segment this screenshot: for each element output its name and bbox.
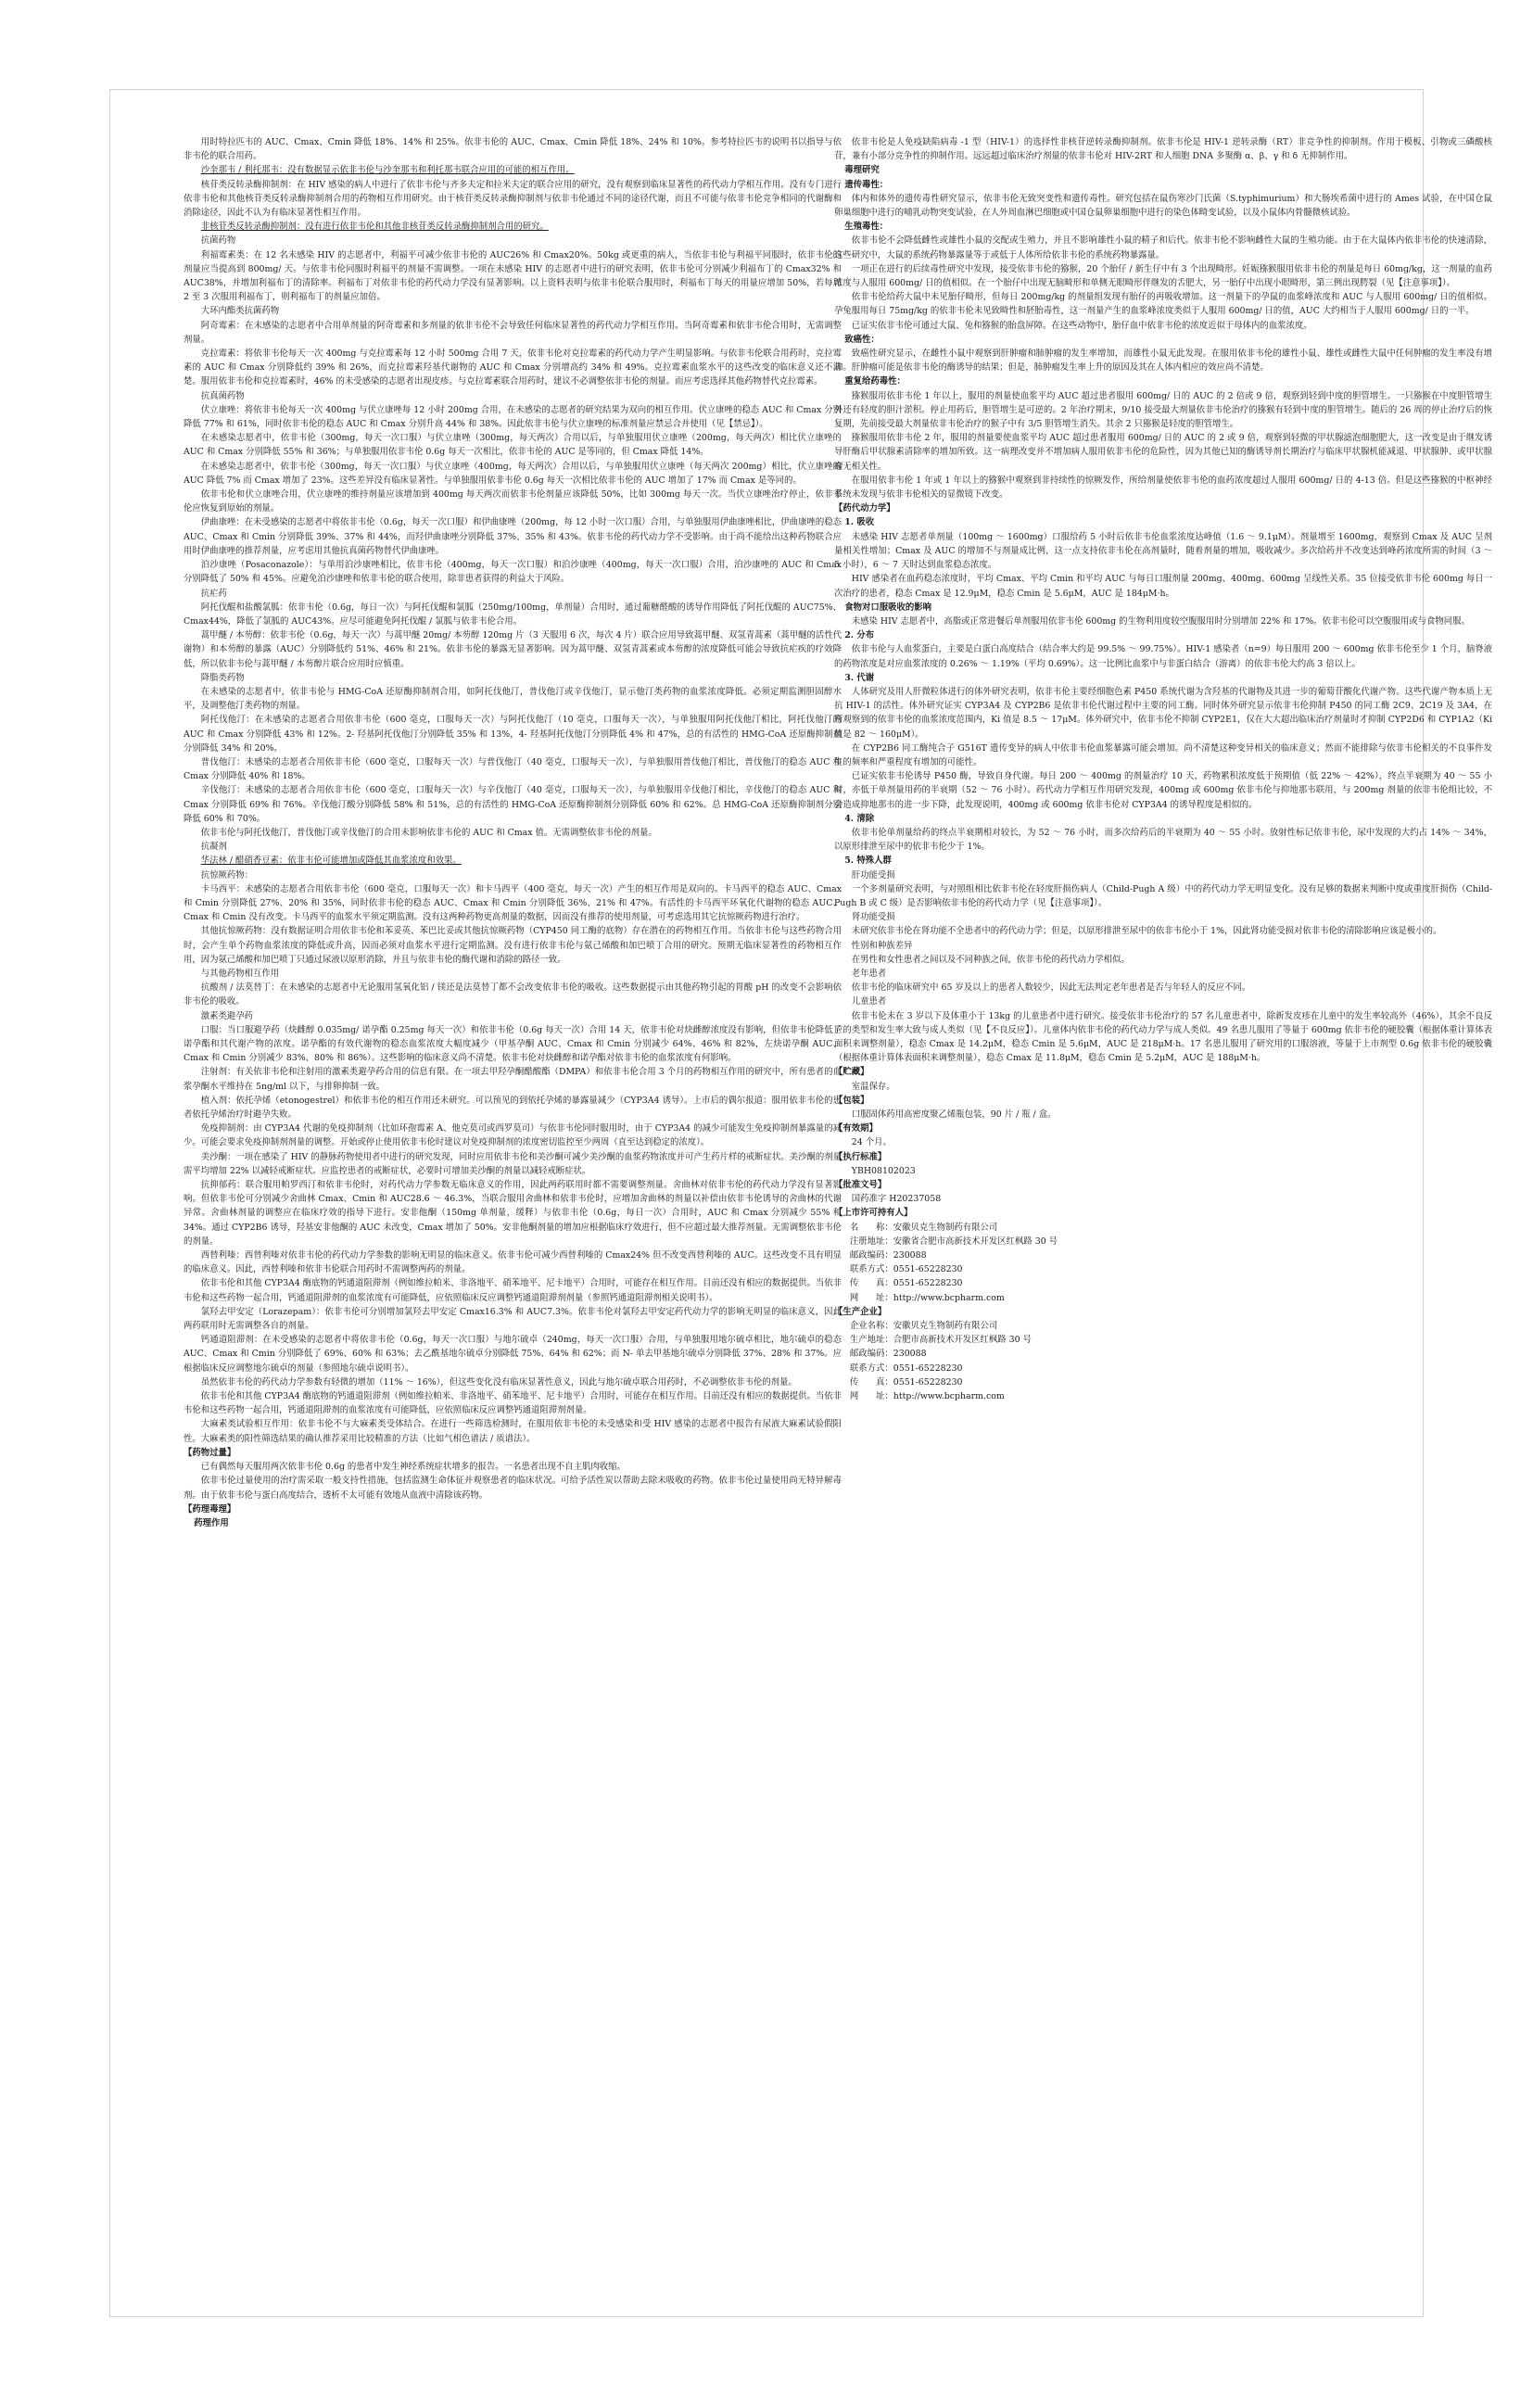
- info-field: 联系方式：0551-65228230: [849, 1264, 963, 1275]
- paragraph: 在未感染志愿者中，依非韦伦（300mg，每天一次口服）与伏立康唑（300mg，每天两次）合用以后，与单独服用伏立康唑（200mg，每天两次）相比伏立康唑的 AUC 和 Cmax 分别降低 55% 和 36%；与单独服用依非韦伦 0.6g 每天一次相比，依非韦伦的 AUC 是等同的，但 Cmax 降低 14%。: [184, 433, 842, 458]
- left-column: [184, 135, 842, 2193]
- subheading: 肝功能受损: [851, 869, 895, 881]
- subsection-heading: 3. 代谢: [844, 672, 875, 683]
- paragraph: 泊沙康唑（Posaconazole）：与单用泊沙康唑相比，依非韦伦（400mg，每天一次口服）和泊沙康唑（400mg，每天一次口服）合用，泊沙康唑的 AUC 和 Cmax 分别降低了 50% 和 45%。应避免泊沙康唑和依非韦伦的联合使用，除非患者获得的利益大于风险。: [184, 560, 842, 585]
- paragraph: 卡马西平：未感染的志愿者合用依非韦伦（600 毫克，口服每天一次）和卡马西平（400 毫克，每天一次）产生的相互作用是双向的。卡马西平的稳态 AUC、Cmax 和 Cmin 分别降低 27%、20% 和 35%，同时依非韦伦的稳态 AUC、Cmax 和 Cmin 分别降低 36%、21% 和 47%。有活性的卡马西平环氧化代谢物的稳态 AUC、Cmax 和 Cmin 没有改变。卡马西平的血浆水平须定期监测。没有这两种药物更高剂量的数据，因而没有推荐的使用剂量，可考虑选用其它抗惊厥药物进行治疗。: [184, 883, 842, 923]
- subheading: 激素类避孕药: [200, 1010, 254, 1021]
- info-field: 企业名称：安徽贝克生物制药有限公司: [849, 1321, 998, 1332]
- paragraph: 抗抑郁药：联合服用帕罗西汀和依非韦伦时，对药代动力学参数无临床意义的作用，因此两药联用时都不需要调整剂量。舍曲林对依非韦伦的药代动力学没有显著影响。但依非韦伦可分别减少舍曲林 Cmax、Cmin 和 AUC28.6 ～ 46.3%，当联合服用舍曲林和依非韦伦时，应增加舍曲林的剂量以补偿由依非韦伦诱导的舍曲林的代谢异常。舍曲林剂量的调整应在临床疗效的指导下进行。安非他酮（150mg 单剂量，缓释）与依非韦伦（0.6g，每日一次）合用时，AUC 和 Cmax 分别减少 55% 和 34%。通过 CYP2B6 诱导，羟基安非他酮的 AUC 未改变，Cmax 增加了 50%。安非他酮剂量的增加应根据临床疗效进行，但不应超过最大推荐剂量。无需调整依非韦伦的剂量。: [184, 1180, 842, 1247]
- paragraph: 蒿甲醚 / 本芴醇：依非韦伦（0.6g，每天一次）与蒿甲醚 20mg/ 本芴醇 120mg 片（3 天服用 6 次，每次 4 片）联合应用导致蒿甲醚、双氢青蒿素（蒿甲醚的活性代谢物）和本芴醇的暴露（AUC）分别降低约 51%、46% 和 21%。依非韦伦的暴露无显著影响。因为蒿甲醚、双氢青蒿素或本芴醇的浓度降低可能会导致抗疟疾的疗效降低，所以依非韦伦与蒿甲醚 / 本芴醇片联合应用时应慎重。: [184, 630, 842, 669]
- subsection-heading: 5. 特殊人群: [844, 855, 892, 867]
- subsection-heading: 2. 分布: [844, 630, 875, 641]
- paragraph: 一项正在进行的后续毒性研究中发现，接受依非韦伦的猕猴，20 个胎仔 / 新生仔中有 3 个出现畸形。妊娠猕猴服用依非韦伦的剂量是每日 60mg/kg，这一剂量的血药浓度与人服用 600mg/ 日的值相似。在一个胎仔中出现无脑畸形和单侧无眼畸形伴继发的舌肥大，另一胎仔中出现小眼畸形，第三例出现腭裂（见【注意事项】）。: [834, 263, 1492, 289]
- paragraph: 人体研究及用人肝微粒体进行的体外研究表明，依非韦伦主要经细胞色素 P450 系统代谢为含羟基的代谢物及其进一步的葡萄苷酸化代谢产物。这些代谢产物本质上无抗 HIV-1 的活性。体外研究证实 CYP3A4 及 CYP2B6 是依非韦伦代谢过程中主要的同工酶。同时体外研究显示依非韦伦抑制 P450 的同工酶 2C9、2C19 及 3A4，在所观察到的依非韦伦的血浆浓度范围内，Ki 值是 8.5 ～ 17μM。体外研究中，依非韦伦不抑制 CYP2E1，仅在大大超出临床治疗剂量时才抑制 CYP2D6 和 CYP1A2（Ki 值是 82 ～ 160μM）。: [834, 686, 1492, 740]
- paragraph: 大麻素类试验相互作用：依非韦伦不与大麻素类受体结合。在进行一些筛选检测时，在服用依非韦伦的未受感染和受 HIV 感染的志愿者中报告有尿液大麻素试验假阳性。大麻素类的阳性筛选结果的确认推荐采用比较精准的方法（比如气相色谱法 / 质谱法）。: [184, 1419, 842, 1444]
- paragraph: 西替利嗪：西替利嗪对依非韦伦的药代动力学参数的影响无明显的临床意义。依非韦伦可减少西替利嗪的 Cmax24% 但不改变西替利嗪的 AUC。这些改变不具有明显的临床意义。因此，西替利嗪和依非韦伦联合用药时不需调整两药的剂量。: [184, 1250, 842, 1275]
- info-field: 生产地址：合肥市高新技术开发区红枫路 30 号: [849, 1335, 1032, 1346]
- paragraph: 依非韦伦未在 3 岁以下及体重小于 13kg 的儿童患者中进行研究。接受依非韦伦治疗的 57 名儿童患者中，除新发皮疹在儿童中的发生率较高外（46%），其余不良反应的类型和发生率大致与成人类似（见【不良反应】）。儿童体内依非韦伦的药代动力学与成人类似。49 名患儿服用了等量于 600mg 依非韦伦的硬胶囊（根据体重计算体表面积来调整剂量），稳态 Cmax 是 14.2μM，稳态 Cmin 是 5.6μM，AUC 是 218μM·h。17 名患儿服用了研究用的口服溶液，等量于上市剂型 0.6g 依非韦伦的硬胶囊（根据体重计算体表面积来调整剂量），稳态 Cmax 是 11.8μM，稳态 Cmin 是 5.2μM，AUC 是 188μM·h。: [834, 1010, 1492, 1064]
- info-field: 注册地址：安徽省合肥市高新技术开发区红枫路 30 号: [849, 1236, 1058, 1247]
- paragraph: 未感染 HIV 志愿者单剂量（100mg ～ 1600mg）口服给药 5 小时后依非韦伦血浆浓度达峰值（1.6 ～ 9.1μM）。剂量增至 1600mg，观察到 Cmax 及 AUC 呈剂量相关性增加；Cmax 及 AUC 的增加不与剂量成比例，这一点支持依非韦伦在高剂量时，随着剂量的增加，吸收减少。多次给药并不改变达到峰药浓度所需的时间（3 ～ 5 小时），6 ～ 7 天时达到血浆稳态浓度。: [834, 531, 1492, 571]
- paragraph: 依非韦伦的临床研究中 65 岁及以上的患者人数较少，因此无法判定老年患者是否与年轻人的反应不同。: [851, 982, 1251, 994]
- subheading: 抗凝剂: [200, 842, 227, 853]
- subheading: 肾功能受损: [851, 912, 895, 923]
- paragraph: 依非韦伦和其他 CYP3A4 酶底物的钙通道阻滞剂（例如维拉帕米、非洛地平、硝苯地平、尼卡地平）合用时，可能存在相互作用。目前还没有相应的数据提供。当依非韦伦和这些药物一起合用，钙通道阻滞剂的血浆浓度有可能降低，应依照临床反应调整钙通道阻滞剂剂量（参照钙通道阻滞剂相关说明书）。: [184, 1278, 842, 1303]
- paragraph: 在男性和女性患者之间以及不同种族之间，依非韦伦的药代动力学相似。: [851, 954, 1130, 965]
- section-heading: 【有效期】: [834, 1123, 878, 1134]
- subsection-heading: 食物对口服吸收的影响: [844, 602, 932, 613]
- paragraph: 猕猴服用依非韦伦 1 年以上，服用的剂量使血浆平均 AUC 超过患者服用 600mg/ 日的 AUC 的 2 倍或 9 倍，观察到轻到中度的胆管增生。一只猕猴在中度胆管增生外还有轻度的胆汁淤积。停止用药后，胆管增生是可逆的。2 年治疗期末，9/10 接受最大剂量依非韦伦治疗的猕猴有轻到中度的胆管增生。随后的 26 周的停止治疗后的恢复期，先前接受最大剂量依非韦伦治疗的猴子中有 3/5 胆管增生消失。其余 2 只猕猴是轻度的胆管增生。: [834, 390, 1492, 430]
- subsection-heading: 重复给药毒性：: [844, 376, 906, 387]
- subheading: 大环内酯类抗菌药物: [200, 306, 280, 317]
- paragraph: 虽然依非韦伦的药代动力学参数有轻微的增加（11% ～ 16%），但这些变化没有临床显著性意义，因此与地尔硫卓联合用药时，不必调整依非韦伦的剂量。: [200, 1376, 797, 1388]
- info-field: 联系方式：0551-65228230: [849, 1362, 963, 1374]
- paragraph: 在未感染的志愿者中，依非韦伦与 HMG-CoA 还原酶抑制剂合用，如阿托伐他汀，普伐他汀或辛伐他汀，显示他汀类药物的血浆浓度降低。必须定期监测胆固醇水平，及调整他汀类药物的剂量。: [184, 686, 842, 712]
- subheading: 性别和种族差异: [851, 940, 913, 951]
- right-column: [834, 135, 1492, 2193]
- paragraph: 国药准字 H20237058: [851, 1194, 942, 1205]
- paragraph: 口服固体药用高密度聚乙烯瓶包装，90 片 / 瓶 / 盒。: [851, 1109, 1057, 1121]
- section-heading: 【贮藏】: [834, 1067, 869, 1078]
- paragraph: 依非韦伦不会降低雌性或雄性小鼠的交配或生殖力，并且不影响雄性小鼠的精子和后代。依非韦伦不影响雌性大鼠的生殖功能。由于在大鼠体内依非韦伦的快速清除，这些研究中，大鼠的系统药物暴露量等于或低于人体所给依非韦伦的系统药物暴露量。: [834, 235, 1492, 260]
- paragraph: 非核苷类反转录酶抑制剂：没有进行依非韦伦和其他非核苷类反转录酶抑制剂合用的研究。: [200, 222, 549, 233]
- paragraph: 未研究依非韦伦在肾功能不全患者中的药代动力学；但是，以原形排泄至尿中的依非韦伦小于 1%，因此肾功能受损对依非韦伦的清除影响应该是极小的。: [851, 926, 1442, 937]
- paragraph: 在 CYP2B6 同工酶纯合子 G516T 遗传变异的病人中依非韦伦血浆暴露可能会增加。尚不清楚这种变异相关的临床意义；然而不能排除与依非韦伦相关的不良事件发生的频率和严重程度有增加的可能性。: [834, 742, 1492, 767]
- subsection-heading: 4. 清除: [844, 813, 875, 824]
- paragraph: 已证实依非韦伦诱导 P450 酶，导致自身代谢。每日 200 ～ 400mg 的剂量治疗 10 天，药物累积浓度低于预期值（低 22% ～ 42%），终点半衰期为 40 ～ 55 小时，亦低于单剂量用药的半衰期（52 ～ 76 小时）。药代动力学相互作用研究发现，400mg 或 600mg 依非韦伦与抑地那韦联用，与 200mg 剂量的依非韦伦组比较，不会造成抑地那韦的进一步下降，此发现说明，400mg 或 600mg 依非韦伦对 CYP3A4 的诱导程度是相似的。: [834, 771, 1492, 810]
- subheading: 抗菌药物: [200, 235, 236, 247]
- paragraph: 口服：当口服避孕药（炔雌醇 0.035mg/ 诺孕酯 0.25mg 每天一次）和依非韦伦（0.6g 每天一次）合用 14 天，依非韦伦对炔雌醇浓度没有影响，但依非韦伦降低了诺孕酯和其代谢产物的浓度。诺孕酯的有效代谢物的稳态血浆浓度大幅度减少（甲基孕酮 AUC、Cmax 和 Cmin 分别减少 64%、46% 和 82%，左炔诺孕酮 AUC、Cmax 和 Cmin 分别减少 83%、80% 和 86%）。这些影响的临床意义尚不清楚。依非韦伦对炔雌醇和诺孕酯对依非韦伦的血浆浓度有何影响。: [184, 1024, 842, 1064]
- section-heading: 【包装】: [834, 1095, 869, 1106]
- paragraph: 依非韦伦与人血浆蛋白，主要是白蛋白高度结合（结合率大约是 99.5% ～ 99.75%）。HIV-1 感染者（n=9）每日服用 200 ～ 600mg 依非韦伦至少 1 个月，脑脊液的药物浓度是对应血浆浓度的 0.26% ～ 1.19%（平均 0.69%）。这一比例比血浆中与非蛋白结合（游离）的依非韦伦大约高 3 倍以上。: [834, 644, 1492, 669]
- paragraph: 未感染 HIV 志愿者中，高脂或正常进餐后单剂服用依非韦伦 600mg 的生物利用度较空腹服用时分别增加 22% 和 17%。依非韦伦可以空腹服用或与食物同服。: [851, 615, 1470, 627]
- paragraph: 普伐他汀：未感染的志愿者合用依非韦伦（600 毫克，口服每天一次）与普伐他汀（40 毫克，口服每天一次），与单独服用普伐他汀相比，普伐他汀的稳态 AUC 和 Cmax 分别降低 40% 和 18%。: [184, 756, 842, 782]
- section-heading: 【执行标准】: [834, 1151, 887, 1162]
- subheading: 抗疟药: [200, 588, 227, 599]
- subheading: 老年患者: [851, 968, 887, 979]
- paragraph: 在服用依非韦伦 1 年或 1 年以上的猕猴中观察到非持续性的惊厥发作，所给剂量使依非韦伦的血药浓度超过人服用 600mg/ 日的 4-13 倍。但是这些猕猴的中枢神经系统未发现与依非韦伦相关的显微镜下改变。: [834, 475, 1492, 501]
- paragraph: 美沙酮：一项在感染了 HIV 的静脉药物使用者中进行的研究发现，同时应用依非韦伦和美沙酮可减少美沙酮的血浆药物浓度并可产生药片样的戒断症状。美沙酮的剂量需平均增加 22% 以减轻戒断症状。应监控患者的戒断症状，必要时可增加美沙酮的剂量以减轻戒断症状。: [184, 1151, 842, 1176]
- paragraph: 克拉霉素：将依非韦伦每天一次 400mg 与克拉霉素每 12 小时 500mg 合用 7 天，依非韦伦对克拉霉素的药代动力学产生明显影响。与依非韦伦联合用药时，克拉霉素的 AUC 和 Cmax 分别降低约 39% 和 26%，而克拉霉素羟基代谢物的 AUC 和 Cmax 分别增高约 34% 和 49%。克拉霉素血浆水平的这些改变的临床意义还不清楚。服用依非韦伦和克拉霉素时，46% 的未受感染的志愿者出现皮疹。与克拉霉素联合用药时，建议不必调整依非韦伦的剂量。而应考虑选择其他药物替代克拉霉素。: [184, 349, 842, 387]
- paragraph: 利福霉素类：在 12 名未感染 HIV 的志愿者中，利福平可减少依非韦伦的 AUC26% 和 Cmax20%。50kg 或更重的病人，当依非韦伦与利福平同服时，依非韦伦的剂量应当提高到 800mg/ 天。与依非韦伦同服时利福平的剂量不需调整。一项在未感染 HIV 的志愿者中进行的研究表明，依非韦伦可分别减少利福布丁的 Cmax32% 和 AUC38%，并增加利福布丁的清除率。利福布丁对依非韦伦的药代动力学没有显著影响。以上资料表明与依非韦伦联合服用时，利福布丁每天的用量应增加 50%，若每周 2 至 3 次服用利福布丁，则利福布丁的剂量应加倍。: [184, 249, 842, 303]
- paragraph: 钙通道阻滞剂：在未受感染的志愿者中将依非韦伦（0.6g，每天一次口服）与地尔硫卓（240mg，每天一次口服）合用，与单独服用地尔硫卓相比，地尔硫卓的稳态 AUC、Cmax 和 Cmin 分别降低了 69%、60% 和 63%；去乙酰基地尔硫卓分别降低 75%、64% 和 62%；而 N- 单去甲基地尔硫卓分别降低 37%、28% 和 37%。应根据临床反应调整地尔硫卓的剂量（参照地尔硫卓说明书）。: [184, 1335, 842, 1374]
- paragraph: 已有偶然每天服用两次依非韦伦 0.6g 的患者中发生神经系统症状增多的报告。一名患者出现不自主肌肉收缩。: [200, 1462, 626, 1473]
- paragraph: 室温保存。: [851, 1081, 895, 1092]
- subsection-heading: 毒理研究: [844, 165, 880, 176]
- paragraph: 体内和体外的遗传毒性研究显示，依非韦伦无致突变性和遗传毒性。研究包括在鼠伤寒沙门氏菌（S.typhimurium）和大肠埃希菌中进行的 Ames 试验，在中国仓鼠卵巢细胞中进行的哺乳动物突变试验，在人外周血淋巴细胞或中国仓鼠卵巢细胞中进行的染色体畸变试验，以及小鼠体内骨髓微核试验。: [834, 193, 1492, 219]
- paragraph: 依非韦伦和伏立康唑合用，伏立康唑的维持剂量应该增加到 400mg 每天两次而依非韦伦剂量应该降低 50%，比如 300mg 每天一次。当伏立康唑治疗停止，依非韦伦应恢复到原始的剂量。: [184, 489, 842, 514]
- paragraph: 阿托伐他汀：在未感染的志愿者合用依非韦伦（600 毫克，口服每天一次）与阿托伐他汀（10 毫克，口服每天一次），与单独服用阿托伐他汀相比，阿托伐他汀的 AUC 和 Cmax 分别降低 43% 和 12%。2- 羟基阿托伐他汀分别降低 35% 和 13%，4- 羟基阿托伐他汀分别降低 4% 和 47%，总的有活性的 HMG-CoA 还原酶抑制剂分别降低 34% 和 20%。: [184, 715, 842, 754]
- paragraph: YBH08102023: [851, 1165, 916, 1176]
- paragraph: 核苷类反转录酶抑制剂：在 HIV 感染的病人中进行了依非韦伦与齐多夫定和拉米夫定的联合应用的研究，没有观察到临床显著性的药代动力学相互作用。没有专门进行依非韦伦和其他核苷类反转录酶抑制剂合用的药物相互作用研究。由于核苷类反转录酶抑制剂与依非韦伦通过不同的途径代谢，而且不可能与依非韦伦竞争相同的代谢酶和消除途径，因此不认为有临床显著性相互作用。: [184, 179, 842, 219]
- info-field: 名 称：安徽贝克生物制药有限公司: [849, 1222, 998, 1233]
- subheading: 与其他药物相互作用: [200, 968, 280, 979]
- paragraph: 依非韦伦是人免疫缺陷病毒 -1 型（HIV-1）的选择性非核苷逆转录酶抑制剂。依非韦伦是 HIV-1 逆转录酶（RT）非竞争性的抑制剂。作用于模板、引物或三磷酸核苷，兼有小部分竞争性的抑制作用。远远超过临床治疗剂量的依非韦伦对 HIV-2RT 和人细胞 DNA 多聚酶 α、β、γ 和 δ 无抑制作用。: [834, 137, 1492, 162]
- paragraph: 抗酸剂 / 法莫替丁：在未感染的志愿者中无论服用氢氧化铝 / 镁还是法莫替丁都不会改变依非韦伦的吸收。这些数据提示由其他药物引起的胃酸 pH 的改变不会影响依非韦伦的吸收。: [184, 982, 842, 1008]
- section-heading: 【生产企业】: [834, 1306, 887, 1317]
- subheading: 抗真菌药物: [200, 390, 245, 401]
- paragraph: 依非韦伦单剂量给药的终点半衰期相对较长，为 52 ～ 76 小时，而多次给药后的半衰期为 40 ～ 55 小时。放射性标记依非韦伦，尿中发现的大约占 14% ～ 34%，以原形排泄至尿中的依非韦伦少于 1%。: [834, 827, 1492, 853]
- paragraph: 伏立康唑：将依非韦伦每天一次 400mg 与伏立康唑每 12 小时 200mg 合用，在未感染的志愿者的研究结果为双向的相互作用。伏立康唑的稳态 AUC 和 Cmax 分别降低 77% 和 61%，同时依非韦伦的稳态 AUC 和 Cmax 分别升高 44% 和 38%。因此依非韦伦与伏立康唑的标准剂量应禁忌合并使用（见【禁忌】）。: [184, 404, 842, 430]
- section-heading: 【上市许可持有人】: [834, 1208, 913, 1219]
- subheading: 儿童患者: [851, 996, 887, 1008]
- info-field: 传 真：0551-65228230: [849, 1376, 963, 1388]
- paragraph: 注射剂：有关依非韦伦和注射用的激素类避孕药合用的信息有限。在一项去甲羟孕酮醋酸酯（DMPA）和依非韦伦合用 3 个月的药物相互作用的研究中，所有患者的血浆孕酮水平维持在 5ng/ml 以下，与排卵抑制一致。: [184, 1067, 842, 1092]
- subheading: 抗惊厥药物：: [200, 869, 254, 881]
- section-heading: 【药理毒理】: [184, 1503, 236, 1515]
- paragraph: 依非韦伦与阿托伐他汀，普伐他汀或辛伐他汀的合用未影响依非韦伦的 AUC 和 Cmax 值。无需调整依非韦伦的剂量。: [200, 827, 657, 838]
- subheading: 降脂类药物: [200, 672, 245, 683]
- paragraph: 24 个月。: [851, 1137, 892, 1148]
- paragraph: 辛伐他汀：未感染的志愿者合用依非韦伦（600 毫克，口服每天一次）与辛伐他汀（40 毫克，口服每天一次），与单独服用辛伐他汀相比，辛伐他汀的稳态 AUC 和 Cmax 分别降低 69% 和 76%。辛伐他汀酸分别降低 58% 和 51%，总的有活性的 HMG-CoA 还原酶抑制剂分别降低 60% 和 62%。总 HMG-CoA 还原酶抑制剂分别降低 60% 和 70%。: [184, 785, 842, 824]
- paragraph: 氯羟去甲安定（Lorazepam）：依非韦伦可分别增加氯羟去甲安定 Cmax16.3% 和 AUC7.3%。依非韦伦对氯羟去甲安定药代动力学的影响无明显的临床意义，因此两药联用时无需调整各自的剂量。: [184, 1306, 842, 1332]
- info-field: 邮政编码：230088: [849, 1349, 927, 1360]
- subsection-heading: 1. 吸收: [844, 517, 875, 528]
- paragraph: 华法林 / 醋硝香豆素：依非韦伦可能增加或降低其血浆浓度和效果。: [200, 855, 462, 867]
- info-field: 传 真：0551-65228230: [849, 1278, 963, 1289]
- paragraph: HIV 感染者在血药稳态浓度时，平均 Cmax、平均 Cmin 和平均 AUC 与每日口服剂量 200mg、400mg、600mg 呈线性关系。35 位接受依非韦伦 600mg 每日一次治疗的患者，稳态 Cmax 是 12.9μM，稳态 Cmin 是 5.6μM，AUC 是 184μM·h。: [834, 574, 1492, 599]
- paragraph: 阿奇霉素：在未感染的志愿者中合用单剂量的阿奇霉素和多剂量的依非韦伦不会导致任何临床显著性的药代动力学相互作用。当阿奇霉素和依非韦伦合用时，无需调整剂量。: [184, 320, 842, 345]
- info-field: 网 址：http://www.bcpharm.com: [849, 1292, 1005, 1303]
- paragraph: 依非韦伦和其他 CYP3A4 酶底物的钙通道阻滞剂（例如维拉帕米、非洛地平、硝苯地平、尼卡地平）合用时，可能存在相互作用。目前还没有相应的数据提供。当依非韦伦和这些药物一起合用，钙通道阻滞剂的血浆浓度有可能降低，应依照临床反应调整钙通道阻滞剂剂量。: [184, 1391, 842, 1416]
- paragraph: 依非韦伦过量使用的治疗需采取一般支持性措施，包括监测生命体征并观察患者的临床状况。可给予活性炭以帮助去除未吸收的药物。依非韦伦过量使用尚无特异解毒剂。由于依非韦伦与蛋白高度结合，透析不太可能有效地从血液中清除该药物。: [184, 1476, 842, 1501]
- info-field: 邮政编码：230088: [849, 1250, 927, 1261]
- info-field: 网 址：http://www.bcpharm.com: [849, 1391, 1005, 1402]
- paragraph: 植入剂：依托孕烯（etonogestrel）和依非韦伦的相互作用还未研究。可以预见的到依托孕烯的暴露量减少（CYP3A4 诱导）。上市后的偶尔报道：服用依非韦伦的患者依托孕烯治疗时避孕失败。: [184, 1095, 842, 1121]
- paragraph: 在未感染志愿者中，依非韦伦（300mg，每天一次口服）与伏立康唑（400mg，每天两次）合用以后，与单独服用伏立康唑（每天两次 200mg）相比，伏立康唑的 AUC 降低 7% 而 Cmax 增加了 23%。这些差异没有临床显著性。与单独服用依非韦伦 0.6g 每天一次相比依非韦伦的 AUC 增加了 17% 而 Cmax 是等同的。: [184, 461, 842, 486]
- paragraph: 其他抗惊厥药物：没有数据证明合用依非韦伦和苯妥英、苯巴比妥或其他抗惊厥药物（CYP450 同工酶的底物）存在潜在的药物相互作用。当依非韦伦与这些药物合用时，会产生单个药物血浆浓度的降低或升高，因而必须对血浆水平进行定期监测。没有进行依非韦伦与氨己烯酸和加巴喷丁合用的研究。预期无临床显著性的药物相互作用，因为氨己烯酸和加巴喷丁只通过尿液以原形消除，并且与依非韦伦的酶代谢和消除的路径一致。: [184, 926, 842, 965]
- paragraph: 伊曲康唑：在未受感染的志愿者中将依非韦伦（0.6g，每天一次口服）和伊曲康唑（200mg，每 12 小时一次口服）合用，与单独服用伊曲康唑相比，伊曲康唑的稳态 AUC、Cmax 和 Cmin 分别降低 39%、37% 和 44%，而羟伊曲康唑分别降低 37%、35% 和 43%。依非韦伦的药代动力学不受影响。由于尚不能给出这种药物联合应用时伊曲康唑的推荐剂量，应考虑用其他抗真菌药物替代伊曲康唑。: [184, 517, 842, 556]
- paragraph: 用时特拉匹韦的 AUC、Cmax、Cmin 降低 18%、14% 和 25%。依非韦伦的 AUC、Cmax、Cmin 降低 18%、24% 和 10%。参考特拉匹韦的说明书以指导与依非韦伦的联合用药。: [184, 137, 842, 162]
- paragraph: 一个多剂量研究表明，与对照组相比依非韦伦在轻度肝损伤病人（Child-Pugh A 级）中的药代动力学无明显变化。没有足够的数据来判断中度或重度肝损伤（Child-Pugh B 或 C 级）是否影响依非韦伦的药代动力学（见【注意事项】）。: [834, 883, 1492, 908]
- paragraph: 免疫抑制剂：由 CYP3A4 代谢的免疫抑制剂（比如环孢霉素 A、他克莫司或西罗莫司）与依非韦伦同时服用时，由于 CYP3A4 的减少可能发生免疫抑制剂暴露量的减少。可能会要求免疫抑制剂剂量的调整。开始或停止使用依非韦伦时建议对免疫抑制剂的浓度密切监控至少两周（直至达到稳定的浓度）。: [184, 1123, 842, 1148]
- subsection-heading: 遗传毒性：: [844, 179, 889, 190]
- section-heading: 【批准文号】: [834, 1180, 887, 1191]
- subsection-heading: 致癌性：: [844, 334, 880, 345]
- paragraph: 阿托伐醌和盐酸氯胍：依非韦伦（0.6g，每日一次）与阿托伐醌和氯胍（250mg/100mg，单剂量）合用时，通过葡糖醛酸的诱导作用降低了阿托伐醌的 AUC75%、Cmax44%，降低了氯胍的 AUC43%。应尽可能避免阿托伐醌 / 氯胍与依非韦伦合用。: [184, 602, 842, 627]
- section-heading: 【药代动力学】: [834, 503, 895, 514]
- paragraph: 猕猴服用依非韦伦 2 年，服用的剂量要使血浆平均 AUC 超过患者服用 600mg/ 日的 AUC 的 2 或 9 倍，观察到轻微的甲状腺滤泡细胞肥大，这一改变是由于继发诱导肝酶后甲状腺素清除率的增加所致。这一病理改变并不增加病人服用依非韦伦的危险性，因为其他已知的酶诱导剂长期治疗与临床甲状腺机能减退、甲状腺肿、或甲状腺瘤无相关性。: [834, 433, 1492, 472]
- paragraph: 依非韦伦给药大鼠中未见胎仔畸形，但每日 200mg/kg 的剂量组发现有胎仔的再吸收增加。这一剂量下的孕鼠的血浆峰浓度和 AUC 与人服用 600mg/ 日的值相似。孕兔服用每日 75mg/kg 的依非韦伦未见致畸性和胚胎毒性，这一剂量产生的血浆峰浓度类似于人服用 600mg/ 日的值，AUC 大约相当于人服用 600mg/ 日的一半。: [834, 292, 1492, 317]
- section-heading: 【药物过量】: [184, 1447, 236, 1458]
- paragraph: 已证实依非韦伦可通过大鼠、兔和猕猴的胎盘屏障。在这些动物中，胎仔血中依非韦伦的浓度近似于母体内的血浆浓度。: [851, 320, 1312, 331]
- paragraph: 沙奎那韦 / 利托那韦：没有数据显示依非韦伦与沙奎那韦和利托那韦联合应用的可能的相互作用。: [200, 165, 575, 176]
- subsection-heading: 药理作用: [194, 1517, 229, 1528]
- subsection-heading: 生殖毒性：: [844, 222, 889, 233]
- paragraph: 致癌性研究显示，在雌性小鼠中观察到肝肿瘤和肺肿瘤的发生率增加，而雄性小鼠无此发现。在服用依非韦伦的雄性小鼠、雄性或雌性大鼠中任何肿瘤的发生率没有增加。肝肿瘤可能是依非韦伦的酶诱导的结果；但是，肺肿瘤发生率上升的原因及其在人体内相应的效应尚不清楚。: [834, 349, 1492, 374]
